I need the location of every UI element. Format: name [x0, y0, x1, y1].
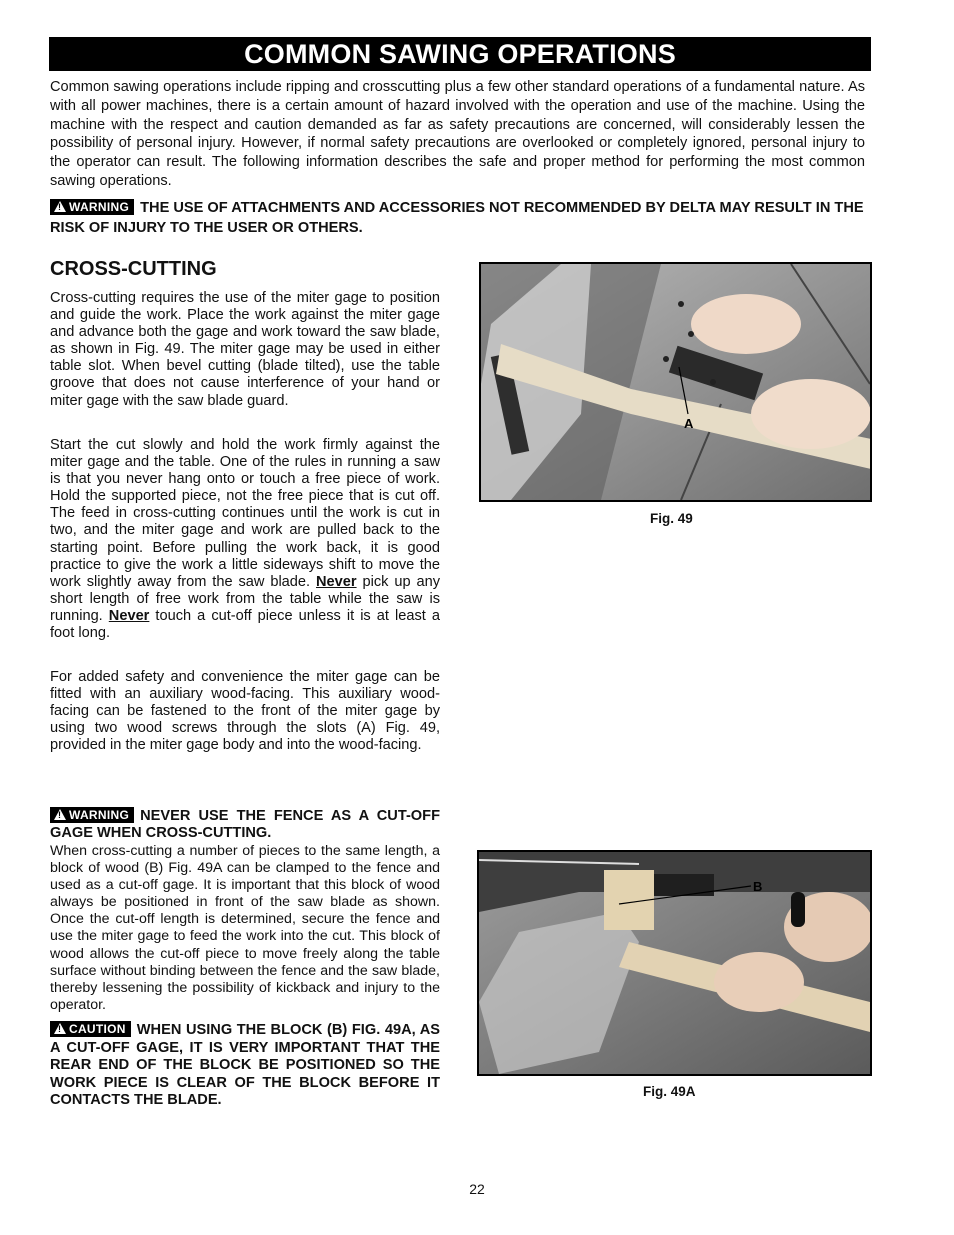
warning-attachments-text: THE USE OF ATTACHMENTS AND ACCESSORIES NOT RECOMMENDED BY DELTA MAY RESULT IN THE RISK OF INJURY TO THE USER OR OTHERS. [50, 200, 864, 236]
table-hole [663, 356, 669, 362]
never-emphasis-2: Never [108, 607, 150, 624]
paragraph-1 [50, 290, 440, 410]
warning-fence-text: NEVER USE THE FENCE AS A CUT-OFF GAGE WHEN CROSS-CUTTING. [50, 808, 440, 841]
fig-49-photo [479, 262, 872, 502]
title-banner [49, 37, 871, 71]
paragraph-4 [50, 843, 440, 1014]
paragraph-1-text: Cross-cutting requires the use of the miter gage to position and guide the work. Place the work against the miter gage and advance both the gage and work toward the saw blade, as shown in Fig. 49. The miter gage may be used in either table slot. When bevel cutting (blade tilted), use the table groove that does not cause interference of your hand or miter gage with the saw blade guard. [50, 290, 440, 409]
caution-block [50, 1021, 440, 1110]
warning-badge-2: !WARNING [50, 807, 134, 823]
intro-paragraph: Common sawing operations include ripping and crosscutting plus a few other standard operations of a fundamental nature. As with all power machines, there is a certain amount of hazard involved with the operation and use of the machine. Using the machine with the respect and caution demanded as far as safety precautions are concerned, will considerably lessen the possibility of personal injury. However, if normal safety precautions are overlooked or completely ignored, personal injury to the operator can result. The following information describes the safe and proper method for performing the most common sawing operations. [50, 79, 865, 189]
miter-gage-handle [791, 892, 805, 927]
left-hand [691, 294, 801, 354]
fig-49a-illustration [479, 852, 870, 1074]
fig-49-illustration [481, 264, 870, 500]
never-emphasis-1: Never [316, 573, 357, 590]
fig-49-caption: Fig. 49 [650, 511, 693, 526]
section-title: CROSS-CUTTING [50, 258, 217, 280]
fig-49a-caption: Fig. 49A [643, 1084, 696, 1099]
fig-49a-label-b: B [753, 879, 763, 894]
warning-attachments [50, 199, 865, 238]
caution-text: WHEN USING THE BLOCK (B) FIG. 49A, AS A CUT-OFF GAGE, IT IS VERY IMPORTANT THAT THE REAR END OF THE BLOCK BE POSITIONED SO THE WORK PIECE IS CLEAR OF THE BLOCK BEFORE IT CONTACTS THE BLADE. [50, 1022, 440, 1109]
fig-49a-photo [477, 850, 872, 1076]
paragraph-2-text-c: touch a cut-off piece unless it is at least a foot long. [50, 607, 440, 642]
caution-triangle-icon [54, 1023, 66, 1034]
table-hole [678, 301, 684, 307]
fig-49-label-a: A [684, 416, 694, 431]
paragraph-2-text-b: pick up any short length of free work from the table while the saw is running. [50, 573, 440, 624]
paragraph-2-text-a: Start the cut slowly and hold the work firmly against the miter gage and the table. One of the rules in running a saw is that you never hang onto or touch a free piece of work. Hold the supported piece, not the free piece that is cut off. The feed in cross-cutting continues until the work is cut in two, and the miter gage and work are pulled back to the starting point. Before pulling the work back, it is good practice to give the work a little sideways shift to move the work slightly away from the saw blade. [50, 437, 440, 590]
paragraph-2 [50, 437, 440, 642]
page-number: 22 [469, 1181, 485, 1197]
paragraph-3 [50, 669, 440, 754]
right-hand [751, 379, 870, 449]
caution-badge: !CAUTION [50, 1021, 131, 1037]
paragraph-3-text: For added safety and convenience the miter gage can be fitted with an auxiliary wood-facing. This auxiliary wood-facing can be fastened to the front of the miter gage by using two wood screws through the slots (A) Fig. 49, provided in the miter gage body and into the wood-facing. [50, 669, 440, 754]
paragraph-4-text: When cross-cutting a number of pieces to the same length, a block of wood (B) Fig. 49A can be clamped to the fence and used as a cut-off gage. It is important that this block of wood always be positioned in front of the saw blade as shown. Once the cut-off length is determined, secure the fence and use the miter gage to feed the work into the cut. This block of wood allows the cut-off piece to move freely along the table surface without binding between the fence and the saw blade, thereby lessening the possibility of kickback and injury to the operator. [50, 843, 440, 1013]
table-hole [710, 379, 716, 385]
warning-fence [50, 807, 440, 842]
page-title: COMMON SAWING OPERATIONS [244, 39, 676, 69]
left-hand [714, 952, 804, 1012]
warning-triangle-icon [54, 809, 66, 820]
table-hole [688, 331, 694, 337]
warning-badge: !WARNING [50, 199, 134, 215]
warning-triangle-icon [54, 201, 66, 212]
